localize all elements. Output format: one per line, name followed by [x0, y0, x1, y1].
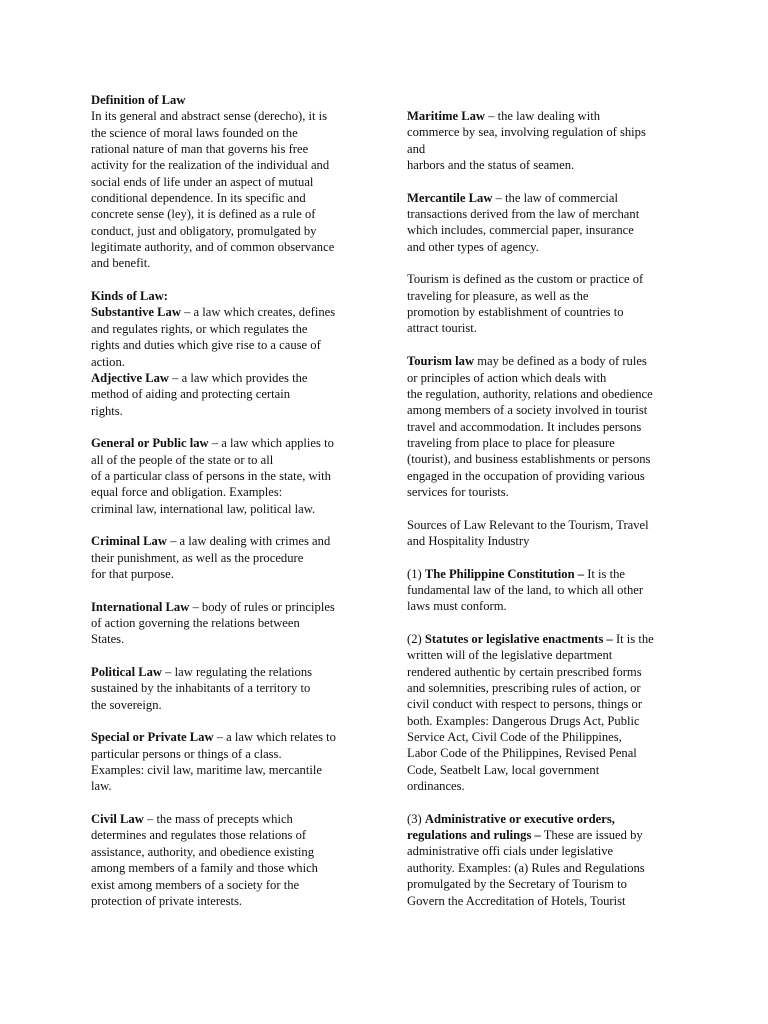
- definition-paragraph: In its general and abstract sense (derecho), it is the science of moral laws founded on the rational nature of man that governs his free activity for the realization of the individual and social ends of life under an aspect of mutual conditional dependence. In its specific and concrete sense (ley), it is defined as a rule of conduct, just and obligatory, promulgated by legitimate authority, and of common observance and benefit.: [91, 109, 335, 271]
- criminal-law-entry: Criminal Law – a law dealing with crimes and their punishment, as well as the procedure for that purpose.: [91, 534, 331, 581]
- general-law-entry: General or Public law – a law which applies to all of the people of the state or to all of a particular class of persons in the state, with equal force and obligation. Examples: criminal law, international law, political law.: [91, 436, 334, 516]
- maritime-law-entry: Maritime Law – the law dealing with commerce by sea, involving regulation of ships and harbors and the status of seamen.: [407, 109, 646, 173]
- political-law-entry: Political Law – law regulating the relations sustained by the inhabitants of a territory to the sovereign.: [91, 665, 313, 712]
- adjective-law-entry: Adjective Law – a law which provides the method of aiding and protecting certain rights.: [91, 370, 308, 418]
- substantive-law-entry: Substantive Law – a law which creates, defines and regulates rights, or which regulates the rights and duties which give rise to a cause of action.: [91, 305, 336, 369]
- special-law-entry: Special or Private Law – a law which relates to particular persons or things of a class. Examples: civil law, maritime law, mercantile law.: [91, 730, 336, 794]
- mercantile-law-entry: Mercantile Law – the law of commercial transactions derived from the law of merchant which includes, commercial paper, insurance and other types of agency.: [407, 190, 640, 254]
- definition-heading: Definition of Law: [91, 93, 186, 107]
- statutes-entry: (2) Statutes or legislative enactments – It is the written will of the legislative department rendered authentic by certain prescribed forms and solemnities, prescribing rules of action, or civil conduct with respect to persons, things or both. Examples: Dangerous Drugs Act, Public Service Act, Civil Code of the Philippines, Labor Code of the Philippines, Revised Penal Code, Seatbelt Law, local government ordinances.: [407, 632, 654, 794]
- civil-law-entry: Civil Law – the mass of precepts which determines and regulates those relations of assistance, authority, and obedience existing among members of a family and those which exist among members of a society for the protection of private interests.: [91, 812, 318, 908]
- left-column: [91, 92, 381, 909]
- international-law-entry: International Law – body of rules or principles of action governing the relations between States.: [91, 599, 335, 647]
- tourism-law-entry: Tourism law may be defined as a body of rules or principles of action which deals with the regulation, authority, relations and obedience among members of a society involved in tourist travel and accommodation. It includes persons traveling from place to place for pleasure (tourist), and business establishments or persons engaged in the occupation of providing various services for tourists.: [407, 354, 653, 499]
- administrative-orders-entry: (3) Administrative or executive orders, regulations and rulings – These are issued by administrative offi cials under legislative authority. Examples: (a) Rules and Regulations promulgated by the Secretary of Tourism to Govern the Accreditation of Hotels, Tourist: [407, 811, 645, 908]
- constitution-entry: (1) The Philippine Constitution – It is the fundamental law of the land, to which all other laws must conform.: [407, 566, 644, 614]
- kinds-heading: Kinds of Law:: [91, 289, 168, 304]
- right-column: [407, 108, 687, 909]
- tourism-definition-paragraph: Tourism is defined as the custom or practice of traveling for pleasure, as well as the promotion by establishment of countries to attract tourist.: [407, 272, 644, 336]
- sources-heading: Sources of Law Relevant to the Tourism, Travel and Hospitality Industry: [407, 517, 649, 548]
